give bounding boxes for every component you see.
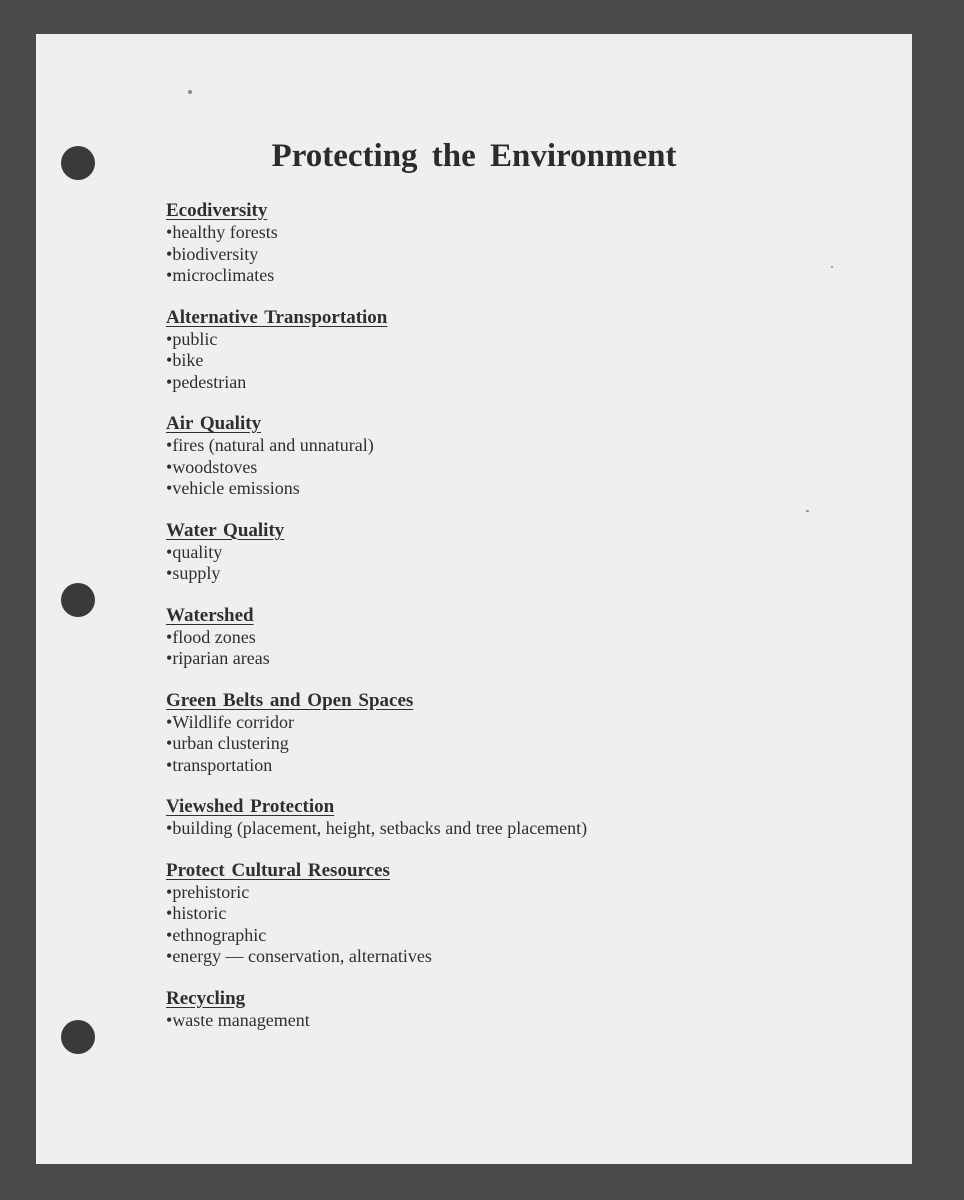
list-item: • urban clustering <box>166 733 866 755</box>
list-item: • transportation <box>166 755 866 777</box>
bullet-list <box>166 542 866 585</box>
section-heading: Air Quality <box>166 413 262 434</box>
list-item: • energy — conservation, alternatives <box>166 946 866 968</box>
list-item: • microclimates <box>166 265 866 287</box>
list-item: • quality <box>166 542 866 564</box>
section-watershed <box>166 605 866 670</box>
bullet-list <box>166 222 866 287</box>
section-list <box>166 200 866 1051</box>
section-heading: Viewshed Protection <box>166 796 335 817</box>
section-heading: Water Quality <box>166 519 285 541</box>
section-ecodiversity <box>166 200 866 287</box>
list-item: • Wildlife corridor <box>166 712 866 734</box>
punch-hole-bottom <box>61 1020 95 1054</box>
list-item: • vehicle emissions <box>166 478 866 500</box>
section-water-quality <box>166 520 866 585</box>
list-item: • flood zones <box>166 627 866 649</box>
punch-hole-middle <box>61 583 95 617</box>
bullet-list <box>166 1010 866 1032</box>
list-item: • ethnographic <box>166 925 866 947</box>
bullet-list <box>166 712 866 777</box>
bullet-list <box>166 882 866 968</box>
bullet-list <box>166 627 866 670</box>
list-item: • prehistoric <box>166 882 866 904</box>
section-heading: Protect Cultural Resources <box>166 859 390 881</box>
list-item: • pedestrian <box>166 372 866 394</box>
section-air-quality <box>166 413 866 500</box>
list-item: • waste management <box>166 1010 866 1032</box>
list-item: • healthy forests <box>166 222 866 244</box>
list-item: • fires (natural and unnatural) <box>166 435 866 457</box>
paper-speck <box>188 90 192 94</box>
section-heading: Watershed <box>166 604 254 626</box>
section-alternative-transportation <box>166 307 866 394</box>
bullet-list <box>166 435 866 500</box>
paper-sheet <box>36 34 912 1164</box>
section-heading: Ecodiversity <box>166 200 268 221</box>
section-green-belts <box>166 690 866 777</box>
section-viewshed-protection <box>166 796 866 840</box>
section-cultural-resources <box>166 860 866 968</box>
list-item: • public <box>166 329 866 351</box>
section-recycling <box>166 988 866 1032</box>
bullet-list <box>166 329 866 394</box>
section-heading: Green Belts and Open Spaces <box>166 689 414 711</box>
section-heading: Alternative Transportation <box>166 306 388 328</box>
list-item: • woodstoves <box>166 457 866 479</box>
list-item: • biodiversity <box>166 244 866 266</box>
page-title: Protecting the Environment <box>271 138 677 174</box>
list-item: • historic <box>166 903 866 925</box>
list-item: • bike <box>166 350 866 372</box>
list-item: • riparian areas <box>166 648 866 670</box>
section-heading: Recycling <box>166 987 246 1009</box>
bullet-list <box>166 818 866 840</box>
list-item: • building (placement, height, setbacks and tree placement) <box>166 818 866 840</box>
list-item: • supply <box>166 563 866 585</box>
